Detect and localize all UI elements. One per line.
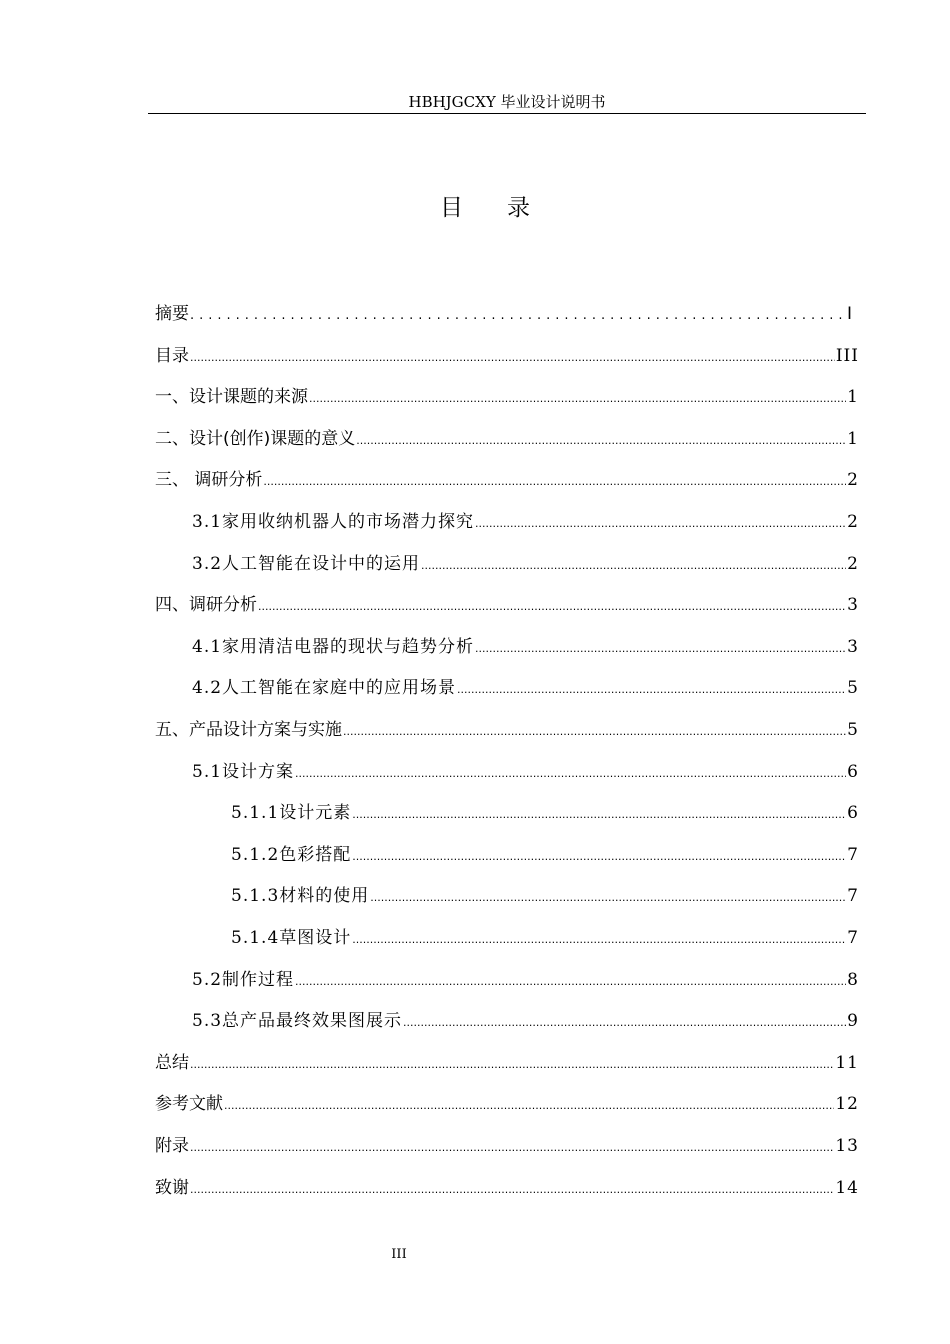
toc-entry-title: 5.1设计方案	[192, 761, 295, 782]
page-number: III	[391, 1247, 407, 1262]
toc-entry-title: 总结	[155, 1052, 189, 1073]
toc-entry-title: 一、设计课题的来源	[155, 387, 308, 408]
toc-entry[interactable]	[155, 711, 859, 749]
toc-page-number: 11	[835, 1052, 859, 1073]
toc-entry-title: 5.1.4草图设计	[231, 928, 352, 948]
dot-leader	[263, 463, 846, 501]
toc-page-number: III	[835, 345, 859, 366]
toc-entry-title: 5.3总产品最终效果图展示	[192, 1011, 403, 1032]
toc-page-number: 3	[847, 595, 859, 616]
dot-leader	[475, 630, 846, 668]
dot-leader	[190, 1046, 834, 1084]
dot-leader	[295, 963, 846, 1001]
toc-page-number: 2	[847, 470, 859, 491]
toc-entry[interactable]	[231, 919, 859, 957]
toc-entry[interactable]	[155, 1127, 859, 1165]
dot-leader	[258, 588, 846, 626]
toc-entry[interactable]	[155, 1169, 859, 1207]
toc-page-number: 5	[847, 720, 859, 740]
dot-leader	[190, 1129, 834, 1167]
toc-entry[interactable]	[192, 1002, 859, 1040]
toc-entry-title: 4.1家用清洁电器的现状与趋势分析	[192, 636, 475, 657]
toc-entry-title: 5.1.2色彩搭配	[231, 844, 352, 865]
header-divider	[148, 113, 866, 114]
dot-leader	[352, 796, 846, 834]
dot-leader	[190, 297, 846, 335]
toc-entry-title: 4.2人工智能在家庭中的应用场景	[192, 678, 457, 699]
dot-leader	[352, 921, 846, 959]
toc-entry[interactable]	[155, 337, 859, 375]
toc-entry-title: 附录	[155, 1136, 189, 1156]
toc-entry-title: 5.1.3材料的使用	[231, 886, 370, 907]
toc-page-number: 14	[835, 1177, 859, 1198]
toc-entry[interactable]	[192, 545, 859, 583]
dot-leader	[403, 1004, 846, 1042]
dot-leader	[370, 879, 846, 917]
toc-entry-title: 四、调研分析	[155, 595, 257, 616]
toc-page-number: 9	[847, 1011, 859, 1032]
page-title: 目录	[440, 195, 574, 221]
toc-page-number: I	[846, 304, 853, 324]
toc-page-number: 5	[847, 678, 859, 699]
toc-entry-title: 参考文献	[155, 1094, 223, 1115]
toc-entry-title: 3.1家用收纳机器人的市场潜力探究	[192, 512, 475, 532]
dot-leader	[352, 838, 846, 876]
toc-entry-title: 5.1.1设计元素	[231, 803, 352, 824]
dot-leader	[309, 380, 846, 418]
dot-leader	[457, 671, 846, 709]
toc-entry[interactable]	[155, 1044, 859, 1082]
dot-leader	[224, 1087, 834, 1125]
toc-entry-title: 五、产品设计方案与实施	[155, 720, 342, 740]
dot-leader	[343, 713, 846, 751]
toc-page-number: 7	[847, 928, 859, 948]
toc-page-number: 3	[847, 636, 859, 657]
toc-entry[interactable]	[155, 461, 859, 499]
toc-entry-title: 二、设计(创作)课题的意义	[155, 428, 356, 449]
toc-entry[interactable]	[192, 669, 859, 707]
toc-page-number: 7	[847, 844, 859, 865]
toc-page-number: 12	[835, 1094, 859, 1115]
toc-entry[interactable]	[192, 503, 859, 541]
toc-entry[interactable]	[155, 295, 859, 333]
toc-entry-title: 三、 调研分析	[155, 470, 263, 491]
toc-page-number: 7	[847, 886, 859, 907]
toc-entry[interactable]	[231, 877, 859, 915]
toc-entry[interactable]	[231, 836, 859, 874]
toc-entry-title: 致谢	[155, 1177, 189, 1198]
dot-leader	[421, 547, 846, 585]
toc-page-number: 6	[847, 761, 859, 782]
page-header: HBHJGCXY 毕业设计说明书	[408, 93, 606, 111]
dot-leader	[295, 755, 846, 793]
toc-entry[interactable]	[155, 586, 859, 624]
toc-entry-title: 5.2制作过程	[192, 969, 295, 990]
toc-entry-title: 3.2人工智能在设计中的运用	[192, 553, 421, 574]
toc-entry[interactable]	[155, 378, 859, 416]
toc-page-number: 2	[847, 512, 859, 532]
dot-leader	[190, 339, 835, 377]
toc-page-number: 1	[847, 387, 859, 408]
toc-entry-title: 目录	[155, 345, 189, 366]
toc-entry[interactable]	[155, 1085, 859, 1123]
toc-entry-title: 摘要	[155, 304, 189, 324]
toc-entry[interactable]	[231, 794, 859, 832]
toc-entry[interactable]	[192, 961, 859, 999]
toc-entry[interactable]	[192, 753, 859, 791]
dot-leader	[190, 1171, 834, 1209]
toc-page-number: 13	[835, 1136, 859, 1156]
toc-entry[interactable]	[192, 628, 859, 666]
toc-page-number: 2	[847, 553, 859, 574]
toc-page-number: 1	[847, 428, 859, 449]
dot-leader	[475, 505, 846, 543]
toc-page-number: 6	[847, 803, 859, 824]
dot-leader	[356, 422, 846, 460]
toc-entry[interactable]	[155, 420, 859, 458]
toc-page-number: 8	[847, 969, 859, 990]
